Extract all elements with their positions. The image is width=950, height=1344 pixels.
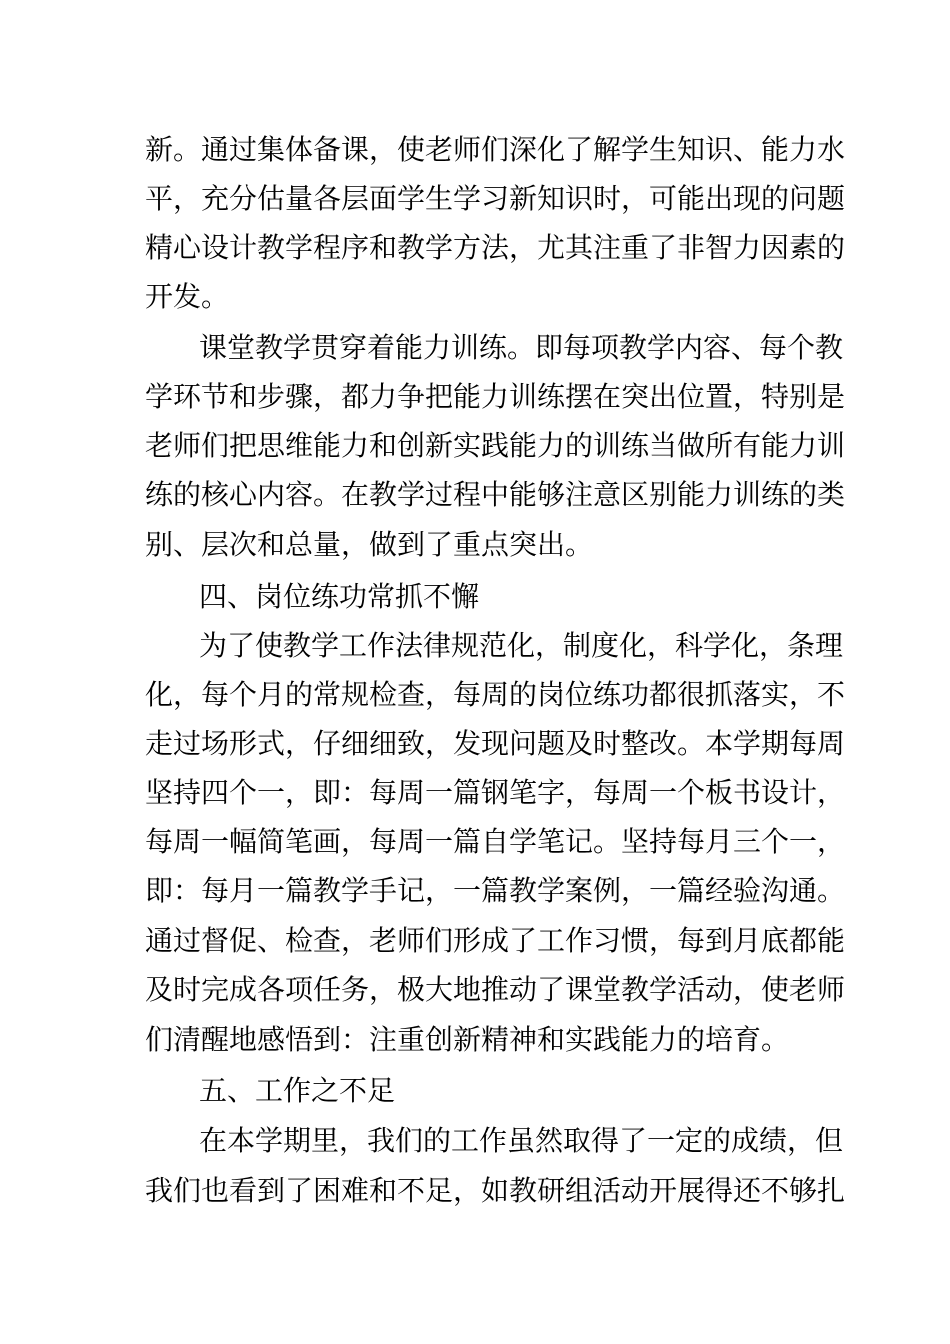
paragraph-line: 每周一幅简笔画，每周一篇自学笔记。坚持每月三个一， [145, 825, 846, 858]
paragraph-line: 新。通过集体备课，使老师们深化了解学生知识、能力水 [145, 133, 846, 166]
paragraph-line: 学环节和步骤，都力争把能力训练摆在突出位置，特别是 [145, 380, 846, 413]
paragraph-line: 课堂教学贯穿着能力训练。即每项教学内容、每个教 [199, 331, 844, 364]
paragraph-line: 们清醒地感悟到：注重创新精神和实践能力的培育。 [145, 1023, 790, 1056]
paragraph-line: 化，每个月的常规检查，每周的岗位练功都很抓落实，不 [145, 678, 846, 711]
paragraph-line: 平，充分估量各层面学生学习新知识时，可能出现的问题 [145, 182, 846, 215]
paragraph-line: 我们也看到了困难和不足，如教研组活动开展得还不够扎 [145, 1174, 846, 1207]
paragraph-line: 即：每月一篇教学手记，一篇教学案例，一篇经验沟通。 [145, 874, 846, 907]
paragraph-line: 老师们把思维能力和创新实践能力的训练当做所有能力训 [145, 429, 846, 462]
paragraph-line: 别、层次和总量，做到了重点突出。 [145, 528, 594, 561]
paragraph-line: 开发。 [145, 280, 230, 313]
paragraph-line: 练的核心内容。在教学过程中能够注意区别能力训练的类 [145, 478, 846, 511]
paragraph-line: 通过督促、检查，老师们形成了工作习惯，每到月底都能 [145, 924, 846, 957]
paragraph-line: 为了使教学工作法律规范化，制度化，科学化，条理 [199, 629, 844, 662]
paragraph-line: 及时完成各项任务，极大地推动了课堂教学活动，使老师 [145, 973, 846, 1006]
paragraph-line: 精心设计教学程序和教学方法，尤其注重了非智力因素的 [145, 231, 846, 264]
paragraph-line: 在本学期里，我们的工作虽然取得了一定的成绩，但 [199, 1124, 844, 1157]
paragraph-line: 坚持四个一，即：每周一篇钢笔字，每周一个板书设计， [145, 776, 846, 809]
paragraph-line: 走过场形式，仔细细致，发现问题及时整改。本学期每周 [145, 727, 846, 760]
section-heading: 四、岗位练功常抓不懈 [199, 580, 480, 613]
section-heading: 五、工作之不足 [199, 1074, 396, 1107]
